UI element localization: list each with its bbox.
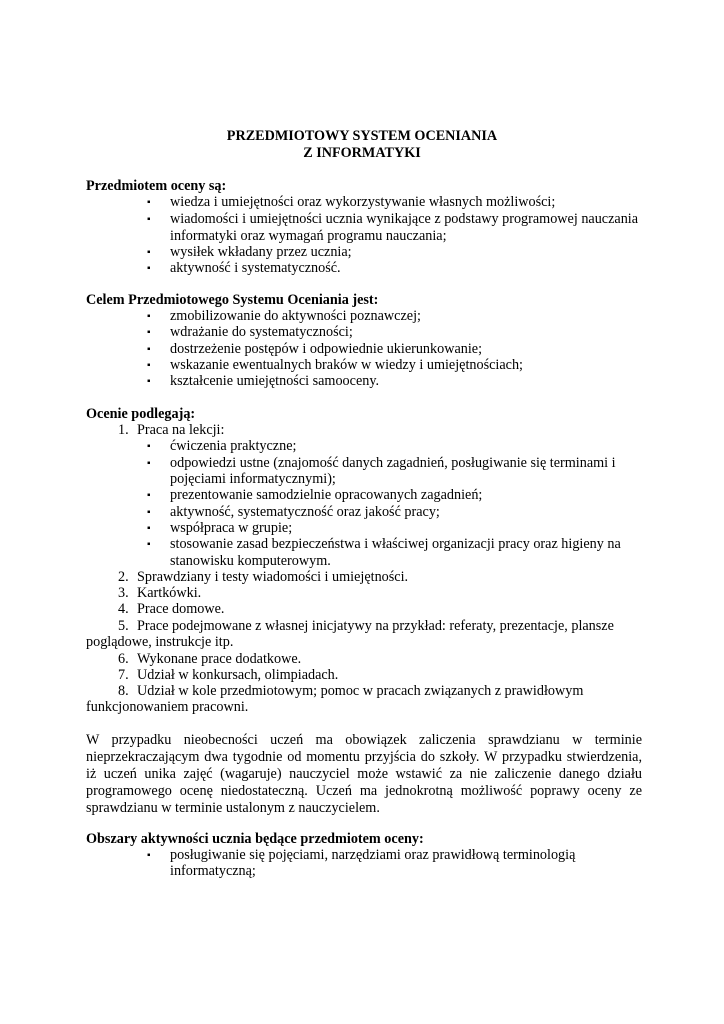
bullet-icon: ▪ <box>147 507 151 518</box>
list-item: zmobilizowanie do aktywności poznawczej; <box>170 308 421 324</box>
numbered-item: Sprawdziany i testy wiadomości i umiejętności. <box>137 569 409 585</box>
paragraph-line: programowego ocenę niedostateczną. Uczeń ma jednokrotną możliwość poprawy oceny ze <box>86 783 642 799</box>
section-heading-przedmiotem: Przedmiotem oceny są: <box>86 178 227 194</box>
paragraph-line: sprawdzianu w terminie ustalonym z nauczycielem. <box>86 800 380 816</box>
list-item: wiedza i umiejętności oraz wykorzystywanie własnych możliwości; <box>170 194 556 210</box>
list-item: wiadomości i umiejętności ucznia wynikające z podstawy programowej nauczania <box>170 211 639 227</box>
list-item: dostrzeżenie postępów i odpowiednie ukierunkowanie; <box>170 341 483 357</box>
bullet-icon: ▪ <box>147 311 151 322</box>
list-item-continuation: informatyczną; <box>170 863 256 879</box>
bullet-icon: ▪ <box>147 360 151 371</box>
numbered-item-continuation: poglądowe, instrukcje itp. <box>86 634 234 650</box>
list-item: wdrażanie do systematyczności; <box>170 324 353 340</box>
paragraph-line: nieprzekraczającym dwa tygodnie od momentu przyjścia do szkoły. W przypadku stwierdzenia, <box>86 749 642 765</box>
list-item: ćwiczenia praktyczne; <box>170 438 297 454</box>
list-item: kształcenie umiejętności samooceny. <box>170 373 380 389</box>
list-item: stosowanie zasad bezpieczeństwa i właściwej organizacji pracy oraz higieny na <box>170 536 621 552</box>
list-item: posługiwanie się pojęciami, narzędziami oraz prawidłową terminologią <box>170 847 576 863</box>
numbered-item: Udział w kole przedmiotowym; pomoc w pracach związanych z prawidłowym <box>137 683 584 699</box>
numbered-item-number: 1. <box>118 422 129 438</box>
absence-paragraph <box>86 732 642 817</box>
numbered-item: Udział w konkursach, olimpiadach. <box>137 667 339 683</box>
numbered-item: Prace podejmowane z własnej inicjatywy na przykład: referaty, prezentacje, plansze <box>137 618 614 634</box>
bullet-icon: ▪ <box>147 327 151 338</box>
document-title-line-1: PRZEDMIOTOWY SYSTEM OCENIANIA <box>226 128 498 144</box>
numbered-item-number: 4. <box>118 601 129 617</box>
numbered-item-number: 7. <box>118 667 129 683</box>
bullet-icon: ▪ <box>147 197 151 208</box>
section-heading-celem: Celem Przedmiotowego Systemu Oceniania jest: <box>86 292 379 308</box>
numbered-item: Prace domowe. <box>137 601 225 617</box>
list-item: wysiłek wkładany przez ucznia; <box>170 244 352 260</box>
bullet-icon: ▪ <box>147 344 151 355</box>
bullet-icon: ▪ <box>147 539 151 550</box>
list-item-continuation: pojęciami informatycznymi); <box>170 471 336 487</box>
bullet-icon: ▪ <box>147 523 151 534</box>
list-item: współpraca w grupie; <box>170 520 293 536</box>
bullet-icon: ▪ <box>147 247 151 258</box>
list-item: odpowiedzi ustne (znajomość danych zagadnień, posługiwanie się terminami i <box>170 455 616 471</box>
list-item: aktywność i systematyczność. <box>170 260 341 276</box>
list-item: wskazanie ewentualnych braków w wiedzy i umiejętnościach; <box>170 357 523 373</box>
numbered-item: Kartkówki. <box>137 585 202 601</box>
document-title-line-2: Z INFORMATYKI <box>303 145 421 161</box>
numbered-item: Wykonane prace dodatkowe. <box>137 651 302 667</box>
list-item: aktywność, systematyczność oraz jakość pracy; <box>170 504 440 520</box>
list-item-continuation: informatyki oraz wymagań programu nauczania; <box>170 228 447 244</box>
list-item-continuation: stanowisku komputerowym. <box>170 553 331 569</box>
paragraph-line: iż uczeń unika zajęć (wagaruje) nauczyciel może wstawić za nie zaliczenie danego działu <box>86 766 642 782</box>
paragraph-line: W przypadku nieobecności uczeń ma obowiązek zaliczenia sprawdzianu w terminie <box>86 732 642 748</box>
numbered-item-number: 6. <box>118 651 129 667</box>
numbered-item-number: 2. <box>118 569 129 585</box>
bullet-icon: ▪ <box>147 376 151 387</box>
section-heading-ocenie: Ocenie podlegają: <box>86 406 196 422</box>
bullet-icon: ▪ <box>147 850 151 861</box>
bullet-icon: ▪ <box>147 490 151 501</box>
list-item: prezentowanie samodzielnie opracowanych zagadnień; <box>170 487 483 503</box>
bullet-icon: ▪ <box>147 214 151 225</box>
numbered-item-number: 5. <box>118 618 129 634</box>
bullet-icon: ▪ <box>147 441 151 452</box>
numbered-item-continuation: funkcjonowaniem pracowni. <box>86 699 249 715</box>
bullet-icon: ▪ <box>147 263 151 274</box>
bullet-icon: ▪ <box>147 458 151 469</box>
section-heading-obszary: Obszary aktywności ucznia będące przedmiotem oceny: <box>86 831 424 847</box>
numbered-item-number: 8. <box>118 683 129 699</box>
numbered-item-number: 3. <box>118 585 129 601</box>
numbered-item: Praca na lekcji: <box>137 422 225 438</box>
